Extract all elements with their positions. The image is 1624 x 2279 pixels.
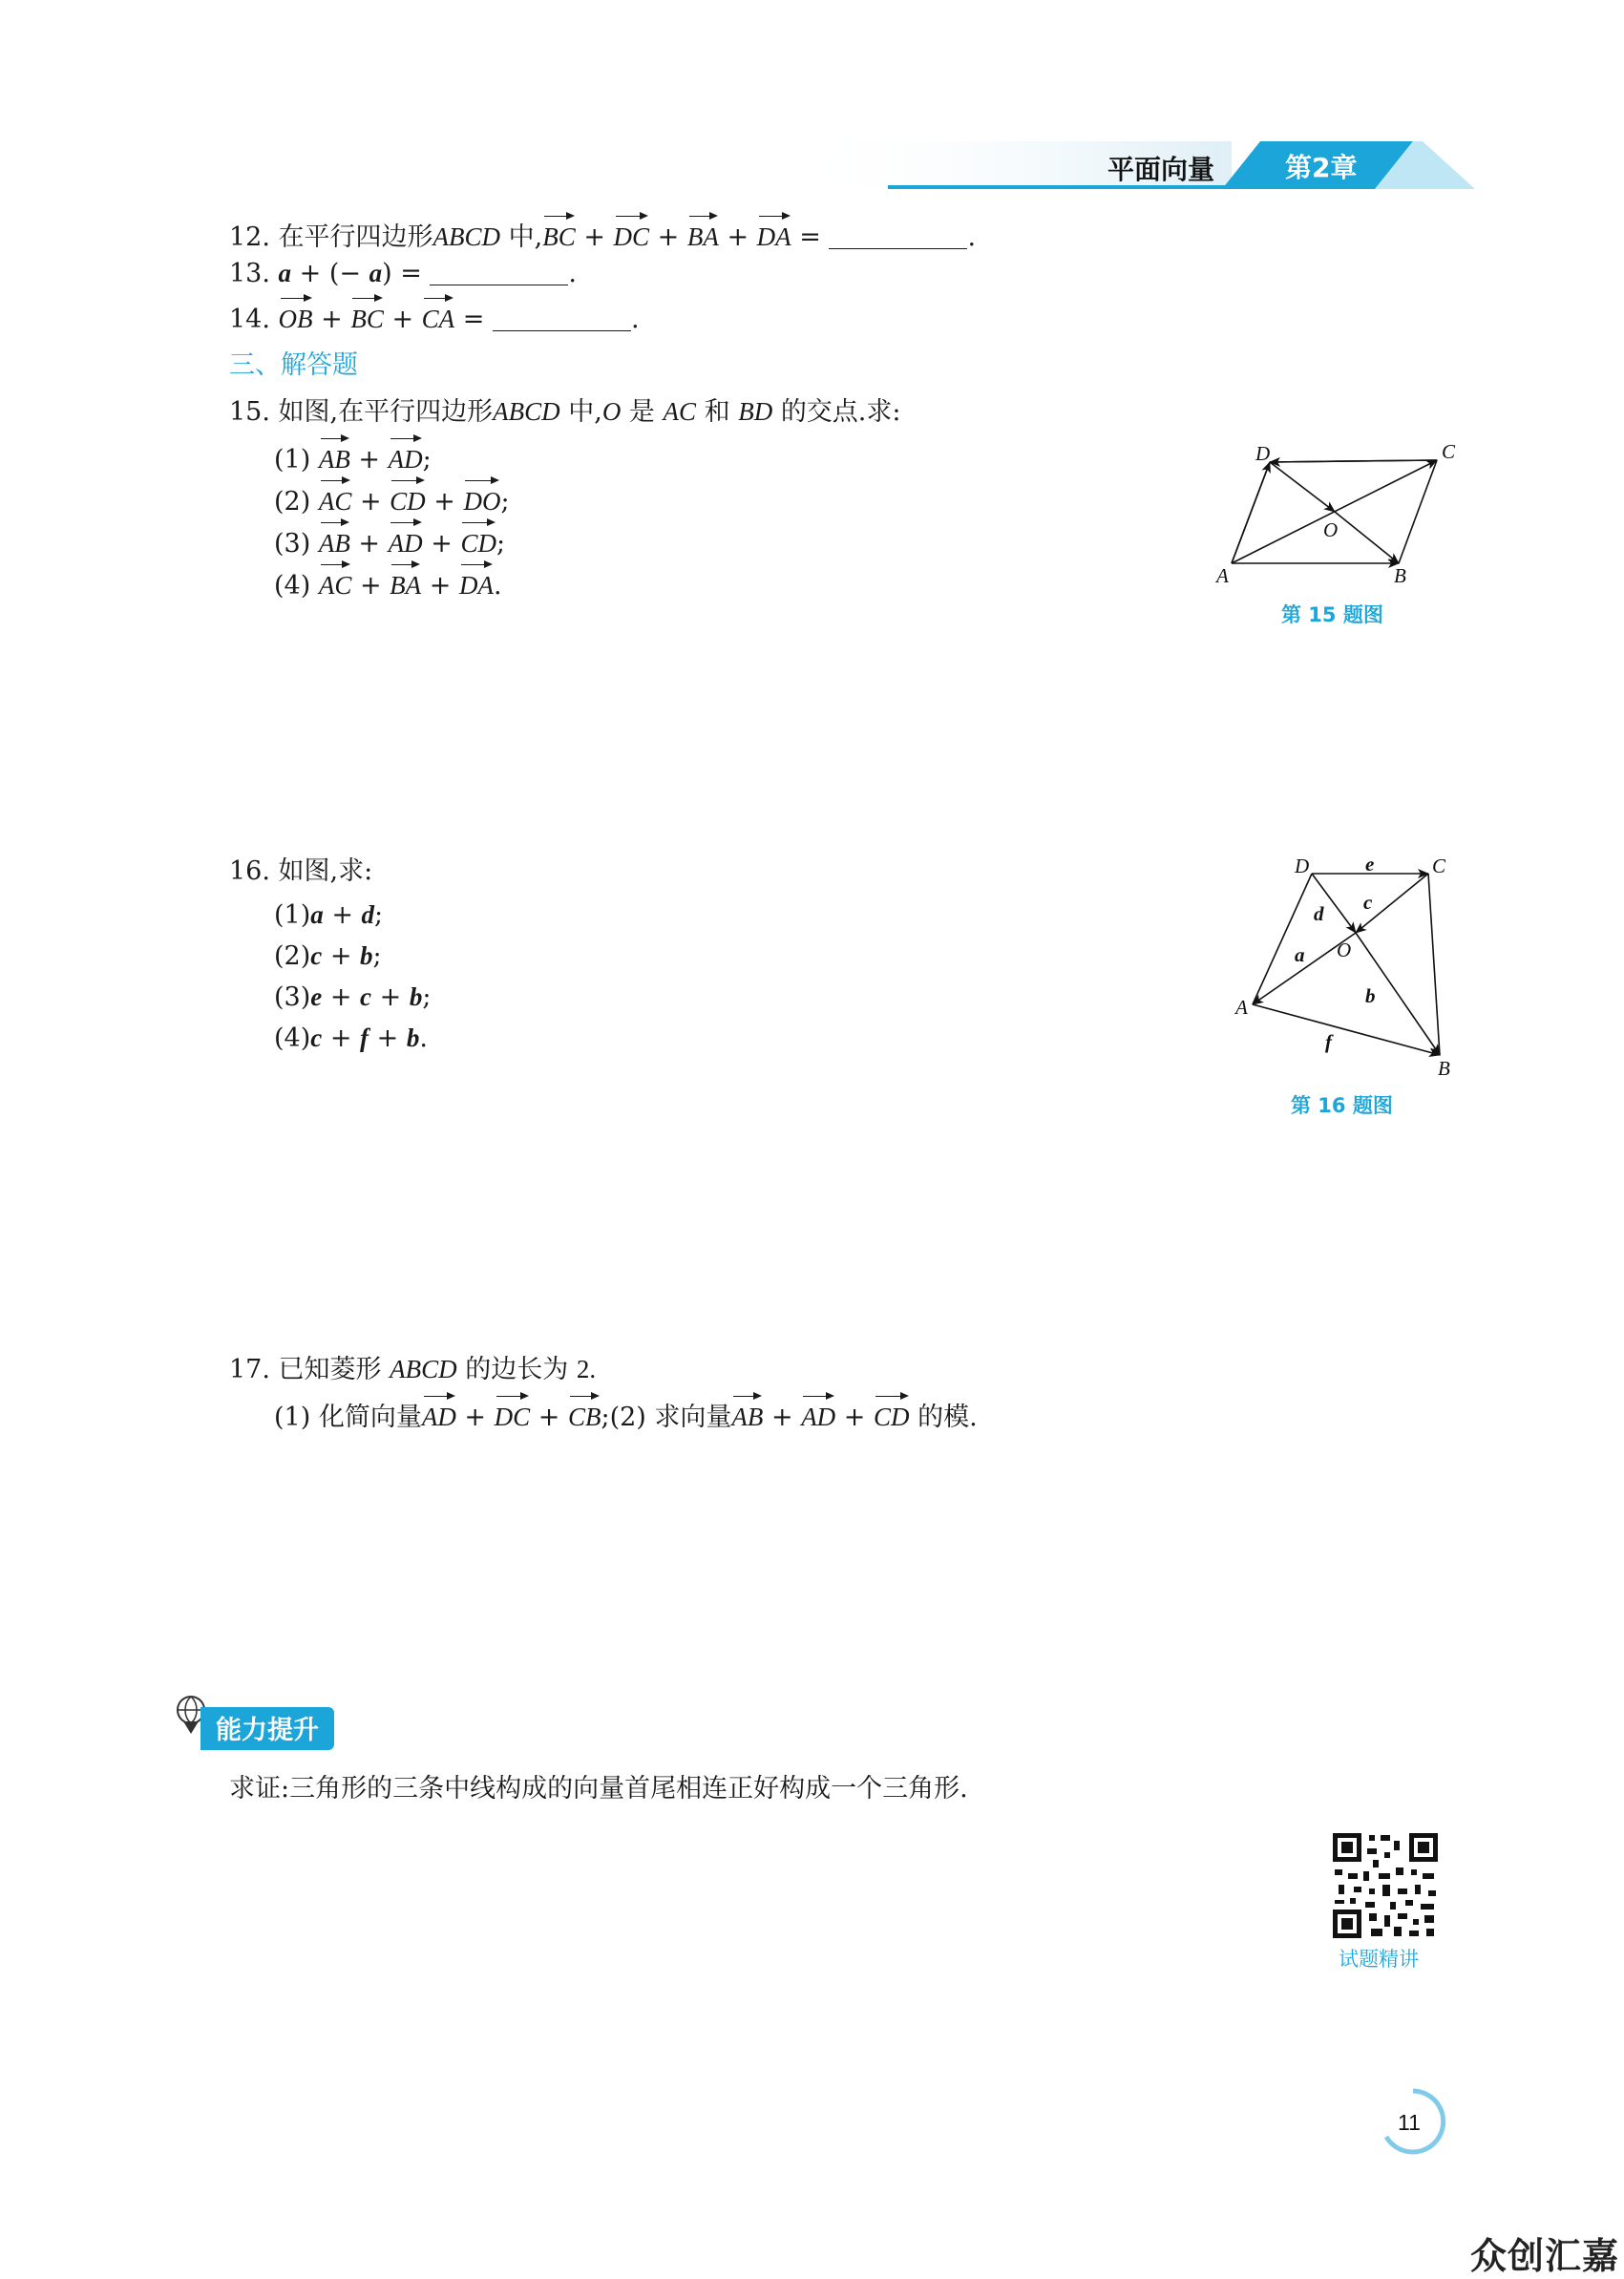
ability-text: 求证:三角形的三条中线构成的向量首尾相连正好构成一个三角形. [229, 1774, 968, 1804]
q12-mid: 中, [508, 222, 543, 252]
q16-p3-z: b [409, 982, 423, 1011]
q15-abcd: ABCD [493, 397, 560, 426]
q12-vec-1: BC [542, 212, 576, 256]
q16-part-4: (4)c + f + b. [274, 1023, 428, 1053]
fig16-label-b-vec: b [1365, 984, 1376, 1007]
q15-p2-label: (2) [274, 487, 311, 517]
q17-side: 2. [576, 1355, 597, 1383]
fig16-label-d-vec: d [1314, 902, 1324, 925]
fig16-label-f-vec: f [1325, 1030, 1332, 1053]
q15-p1-vec-1: AB [319, 434, 350, 478]
q16-part-2: (2)c + b; [274, 941, 382, 971]
q12-number: 12. [229, 222, 270, 252]
q15-p4-vec-2: BA [390, 560, 421, 604]
fig16-label-a-vec: a [1295, 943, 1305, 966]
figure-16-caption: 第 16 题图 [1291, 1094, 1393, 1117]
page-number: 11 [1398, 2110, 1421, 2135]
q12-vec-4: DA [757, 212, 791, 256]
q17-t1: 已知菱形 [278, 1355, 382, 1384]
q17-vec-1: AD [422, 1392, 456, 1436]
q15-t4: 和 [704, 397, 730, 427]
q17-number: 17. [229, 1355, 270, 1384]
q15-p2-vec-3: DO [463, 476, 500, 520]
q15-number: 15. [229, 397, 270, 427]
q16-p1-label: (1) [274, 900, 311, 930]
q16-p1-y: d [361, 900, 375, 929]
figure-15-caption: 第 15 题图 [1281, 603, 1383, 626]
q17-l3: 的模. [917, 1403, 978, 1432]
q17-semicolon: ; [601, 1403, 610, 1432]
fig16-label-e: e [1365, 853, 1375, 876]
q15-p3-vec-1: AB [319, 518, 350, 562]
question-15 [229, 392, 901, 432]
q15-part-1: (1) AB + AD; [274, 434, 432, 479]
q16-p2-label: (2) [274, 941, 311, 971]
q15-t3: 是 [628, 397, 655, 427]
qr-code-icon[interactable] [1331, 1831, 1440, 1940]
q12-vec-3: BA [687, 212, 719, 256]
q16-p4-x: c [310, 1023, 323, 1052]
fig16-edge-cb [1428, 874, 1440, 1055]
q15-part-4: (4) AC + BA + DA. [274, 560, 502, 605]
q15-bd: BD [738, 397, 773, 426]
q15-part-3: (3) AB + AD + CD; [274, 518, 505, 563]
q17-vec-3: CB [568, 1392, 601, 1436]
fig16-label-b: B [1438, 1057, 1450, 1079]
ability-title: 能力提升 [200, 1707, 334, 1750]
q15-p1-vec-2: AD [389, 434, 423, 478]
q14-vec-1: OB [279, 294, 313, 338]
figure-15 [1203, 430, 1470, 592]
header-band [0, 134, 1624, 200]
q12-abcd: ABCD [432, 222, 501, 251]
q14-number: 14. [229, 305, 270, 334]
q16-p3-label: (3) [274, 982, 311, 1012]
fig15-vec-do [1270, 462, 1335, 512]
q15-p3-vec-2: AD [389, 518, 423, 562]
section-3-title: 三、解答题 [229, 350, 358, 380]
fig16-label-d: D [1295, 855, 1310, 877]
q12-text: 在平行四边形 [278, 222, 433, 252]
q15-p2-vec-2: CD [390, 476, 426, 520]
q12-answer-blank[interactable] [829, 222, 967, 249]
fig15-label-b: B [1394, 564, 1406, 587]
q15-p3-label: (3) [274, 529, 311, 559]
q15-ac: AC [663, 397, 697, 426]
fig16-label-a: A [1235, 996, 1248, 1019]
q16-p2-x: c [310, 941, 323, 970]
fig15-label-a: A [1216, 564, 1229, 587]
brand-watermark: 众创汇嘉 [1470, 2235, 1620, 2277]
q13-neg-a: a [369, 259, 383, 287]
q16-p3-x: e [310, 982, 323, 1011]
q15-p1-label: (1) [274, 445, 311, 475]
q17-vec-2: DC [495, 1392, 531, 1436]
fig16-vec-f [1253, 1004, 1440, 1055]
q16-part-3: (3)e + c + b; [274, 982, 432, 1012]
fig15-label-c: C [1442, 440, 1456, 463]
fig16-edge-da [1253, 874, 1312, 1004]
fig15-vec-cd [1270, 460, 1437, 462]
q17-abcd: ABCD [390, 1355, 457, 1383]
header-chapter-label: 第2章 [1285, 152, 1358, 183]
q15-o: O [601, 397, 622, 426]
q17-l1: (1) 化简向量 [274, 1403, 422, 1432]
q15-t2: 中, [568, 397, 602, 427]
fig16-label-c-vec: c [1363, 891, 1373, 914]
q15-p4-label: (4) [274, 571, 311, 601]
figure-16 [1213, 850, 1470, 1079]
fig15-label-d: D [1255, 442, 1271, 465]
question-12: 12. 在平行四边形ABCD 中,BC + DC + BA + DA = . [229, 212, 976, 257]
q13-number: 13. [229, 259, 270, 288]
q15-t5: 的交点.求: [780, 397, 901, 427]
q14-answer-blank[interactable] [493, 304, 631, 331]
qr-caption: 试题精讲 [1339, 1948, 1419, 1971]
q17-wvec-1: AB [731, 1392, 763, 1436]
q16-text: 如图,求: [278, 856, 373, 886]
fig16-label-c: C [1432, 855, 1446, 877]
q16-p4-label: (4) [274, 1023, 311, 1053]
q17-parts: (1) 化简向量AD + DC + CB;(2) 求向量AB + AD + CD 的模. [274, 1392, 978, 1437]
question-17 [229, 1350, 596, 1389]
q12-vec-2: DC [614, 212, 650, 256]
header-section-title: 平面向量 [1107, 154, 1215, 185]
q15-p2-vec-1: AC [319, 476, 352, 520]
question-16 [229, 853, 372, 891]
q17-wvec-2: AD [801, 1392, 835, 1436]
q15-p4-vec-1: AC [319, 560, 352, 604]
q16-p4-y: f [360, 1023, 369, 1052]
q13-answer-blank[interactable] [430, 258, 568, 285]
q16-p1-x: a [310, 900, 324, 929]
q15-t1: 如图,在平行四边形 [278, 397, 494, 427]
question-14: 14. OB + BC + CA = . [229, 294, 640, 339]
q17-wvec-3: CD [874, 1392, 910, 1436]
q16-p4-z: b [406, 1023, 420, 1052]
fig15-vec-ad [1232, 462, 1270, 563]
q17-l2: (2) 求向量 [609, 1403, 732, 1432]
fig15-vec-ob [1335, 512, 1399, 563]
q15-p3-vec-3: CD [460, 518, 496, 562]
q16-p2-y: b [360, 941, 373, 970]
q15-part-2: (2) AC + CD + DO; [274, 476, 510, 521]
q14-vec-2: BC [350, 294, 384, 338]
q16-number: 16. [229, 856, 270, 886]
q14-vec-3: CA [422, 294, 455, 338]
q16-p3-y: c [360, 982, 372, 1011]
q13-a: a [278, 259, 292, 287]
fig16-label-o: O [1337, 939, 1352, 961]
q17-t2: 的边长为 [465, 1355, 569, 1384]
question-13: 13. a + (− a) = . [229, 259, 577, 288]
q15-p4-vec-3: DA [459, 560, 494, 604]
fig15-label-o: O [1323, 518, 1339, 541]
q16-part-1: (1)a + d; [274, 900, 384, 930]
